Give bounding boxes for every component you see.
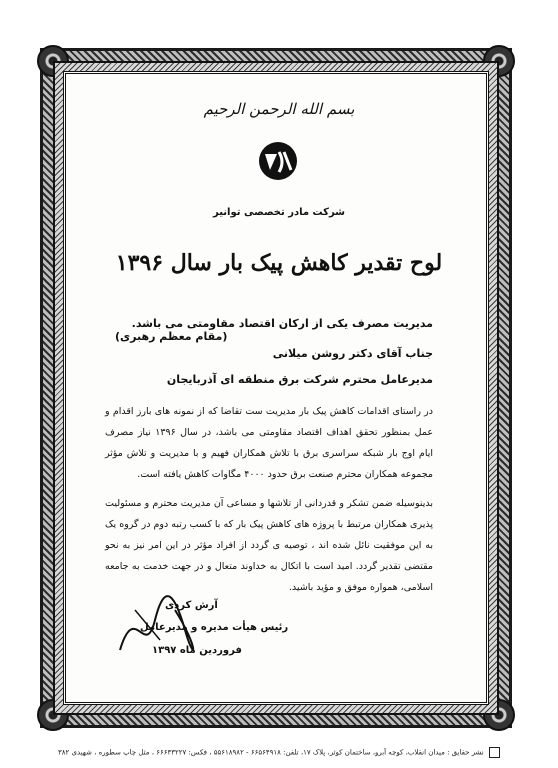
tavanir-logo-icon: [257, 140, 299, 182]
body-paragraph-1: در راستای اقدامات کاهش پیک بار مدیریت ست تقاضا که از نمونه های بارز اقدام و عمل بمنظور تحقق اهداف اقتصاد مقاومتی می باشد، در سال ۱۳۹۶ نیاز مصرف ایام اوج بار شبکه سراسری برق با تلاش همکاران فهیم و با مدیریت و تلاش مؤثر مجموعه همکاران محترم صنعت برق حدود ۴۰۰۰ مگاوات کاهش یافته است.: [105, 406, 433, 480]
subtitle-line: [115, 317, 433, 343]
company-name: شرکت مادر تخصصی توانیر: [212, 207, 346, 218]
recipient-position: مدیرعامل محترم شرکت برق منطقه ای آذربایجان: [166, 373, 433, 386]
signature-name: آرش کردی: [165, 600, 218, 611]
body-paragraph-2: بدینوسیله ضمن تشکر و قدردانی از تلاشها و مساعی آن مدیریت محترم و مسئولیت پذیری همکاران مرتبط با پروژه های کاهش پیک بار که با کسب رتبه دوم در گروه یک به این موفقیت نائل شده اند ، توصیه ی گردد از افراد مؤثر در این امر نیز به نحو مقتضی تقدیر گردد. امید است با اتکال به خداوند متعال و در جهت خدمت به جامعه اسلامی، همواره موفق و مؤید باشید.: [105, 498, 433, 593]
signature-title: رئیس هیأت مدیره و مدیرعامل: [140, 622, 289, 633]
footer-text: نشر حقایق : میدان انقلاب، کوچه آبرو، ساختمان کوثر، پلاک ۱۷، تلفن: ۶۶۵۶۴۹۱۸ - ۵۵۶۱۸۹۸۲ ، فکس: ۶۶۶۳۳۲۲۷ ، مثل چاپ سطوره ، شهیدی ۳۸۲: [58, 748, 484, 757]
basmala-calligraphy: بسم الله الرحمن الرحیم: [203, 100, 355, 118]
subtitle-text: مدیریت مصرف یکی از ارکان اقتصاد مقاومتی می باشد.: [131, 317, 433, 330]
subtitle-quote: (مقام معظم رهبری): [115, 330, 228, 343]
certificate-title: لوح تقدیر کاهش پیک بار سال ۱۳۹۶: [115, 250, 443, 276]
recipient-name: جناب آقای دکتر روشن میلانی: [272, 347, 433, 360]
printer-footer: [12, 747, 546, 758]
printer-logo-icon: [489, 747, 500, 758]
signature-date: فروردین ماه ۱۳۹۷: [152, 645, 242, 656]
